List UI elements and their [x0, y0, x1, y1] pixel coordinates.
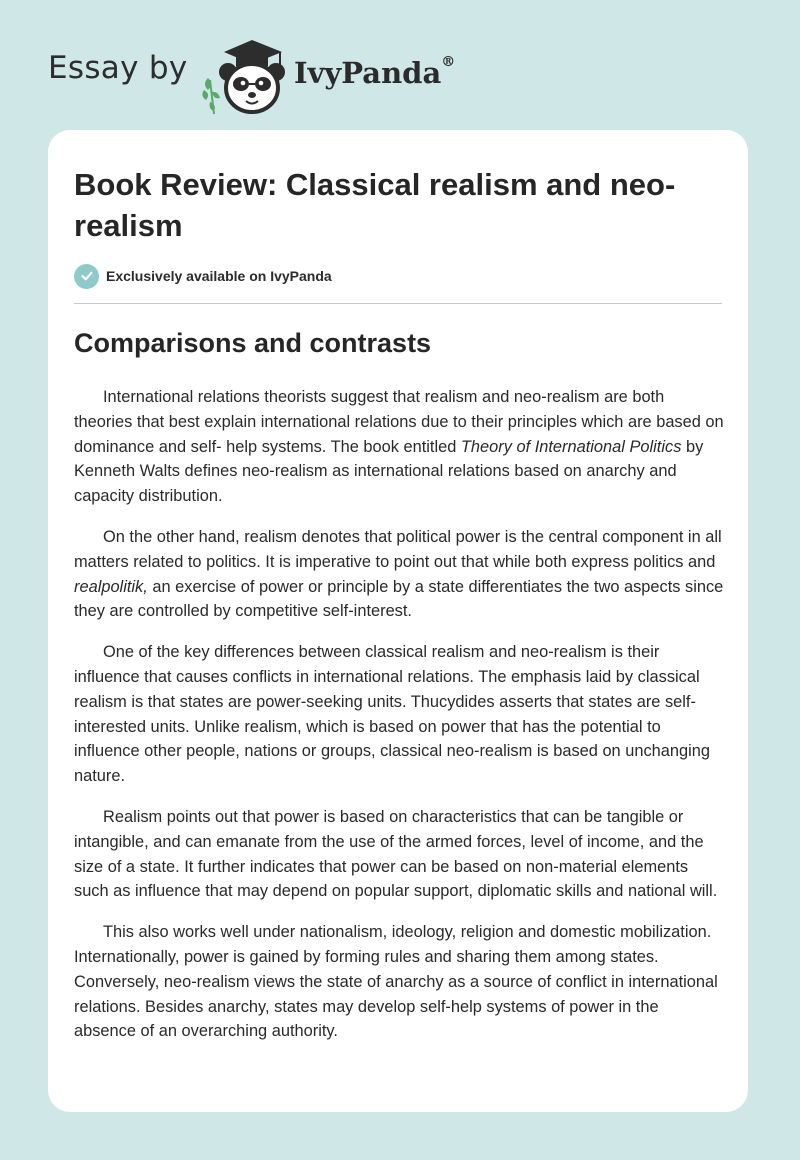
article-card [48, 130, 748, 1112]
exclusive-badge [74, 263, 332, 289]
paragraph: This also works well under nationalism, ideology, religion and domestic mobilization. Internationally, power is gained by forming rules and sharing them among states. Conversely, neo-realism views the state of anarchy as a source of conflict in international relations. Besides anarchy, states may develop self-help systems of power in the absence of an overarching authority. [74, 923, 718, 1041]
paragraph: International relations theorists suggest that realism and neo-realism are both theories that best explain international relations due to their principles which are based on dominance and self- help systems. The book entitled Theory of International Politics by Kenneth Walts defines neo-realism as international relations based on anarchy and capacity distribution. [74, 388, 724, 506]
article-title: Book Review: Classical realism and neo-realism [74, 167, 676, 243]
section-heading: Comparisons and contrasts [74, 328, 432, 358]
site-header [48, 28, 508, 118]
essay-by-label: Essay by [48, 50, 188, 86]
paragraph: Realism points out that power is based on characteristics that can be tangible or intangible, and can emanate from the use of the armed forces, level of income, and the size of a state. It further indicates that power can be based on non-material elements such as influence that may depend on popular support, diplomatic skills and national will. [74, 807, 718, 901]
paragraph: One of the key differences between classical realism and neo-realism is their influence that causes conflicts in international relations. The emphasis laid by classical realism is that states are power-seeking units. Thucydides asserts that states are self-interested units. Unlike realism, which is based on power that has the potential to influence other people, nations or groups, classical neo-realism is based on unchanging nature. [74, 643, 710, 786]
registered-mark: ® [441, 54, 456, 70]
book-title: Theory of International Politics [460, 437, 682, 456]
italic-term: realpolitik, [74, 577, 148, 596]
article-body [74, 385, 724, 1060]
brand-name: IvyPanda® [294, 54, 456, 90]
checkmark-icon [74, 264, 99, 289]
panda-graduate-icon [200, 32, 290, 116]
badge-label: Exclusively available on IvyPanda [106, 268, 332, 284]
paragraph: On the other hand, realism denotes that political power is the central component in all matters related to politics. It is imperative to point out that while both express politics and realpolitik, an exercise of power or principle by a state differentiates the two aspects since they are controlled by competitive self-interest. [74, 527, 724, 621]
divider [74, 303, 722, 304]
